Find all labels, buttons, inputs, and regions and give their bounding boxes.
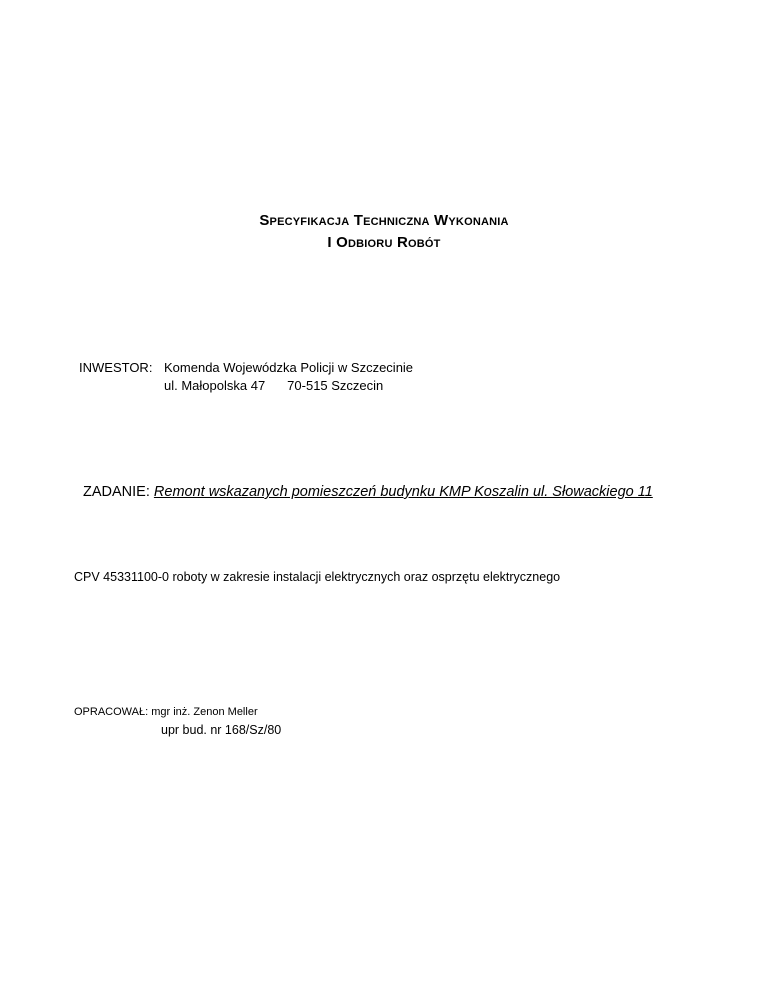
investor-name: Komenda Wojewódzka Policji w Szczecinie [164, 360, 414, 375]
title-line-1: Specyfikacja Techniczna Wykonania [259, 212, 509, 229]
task-label: ZADANIE: [83, 484, 150, 500]
investor-street: ul. Małopolska 47 [164, 378, 266, 393]
task-description: Remont wskazanych pomieszczeń budynku KMP Koszalin ul. Słowackiego 11 [153, 484, 653, 500]
task-block [83, 482, 653, 502]
investor-postal: 70-515 Szczecin [287, 378, 384, 393]
author-block [74, 704, 281, 739]
author-name: mgr inż. Zenon Meller [151, 706, 258, 718]
title-line-2: I Odbioru Robót [327, 234, 441, 251]
investor-block [79, 359, 413, 395]
document-title [0, 210, 768, 254]
investor-row-2 [79, 377, 413, 395]
investor-label: INWESTOR: [79, 360, 153, 375]
author-row-1 [74, 704, 281, 720]
investor-row-1 [79, 359, 413, 377]
author-license: upr bud. nr 168/Sz/80 [161, 723, 282, 737]
author-label: OPRACOWAŁ: [74, 706, 149, 718]
cpv-line: CPV 45331100-0 roboty w zakresie instalacji elektrycznych oraz osprzętu elektrycznego [74, 570, 561, 584]
